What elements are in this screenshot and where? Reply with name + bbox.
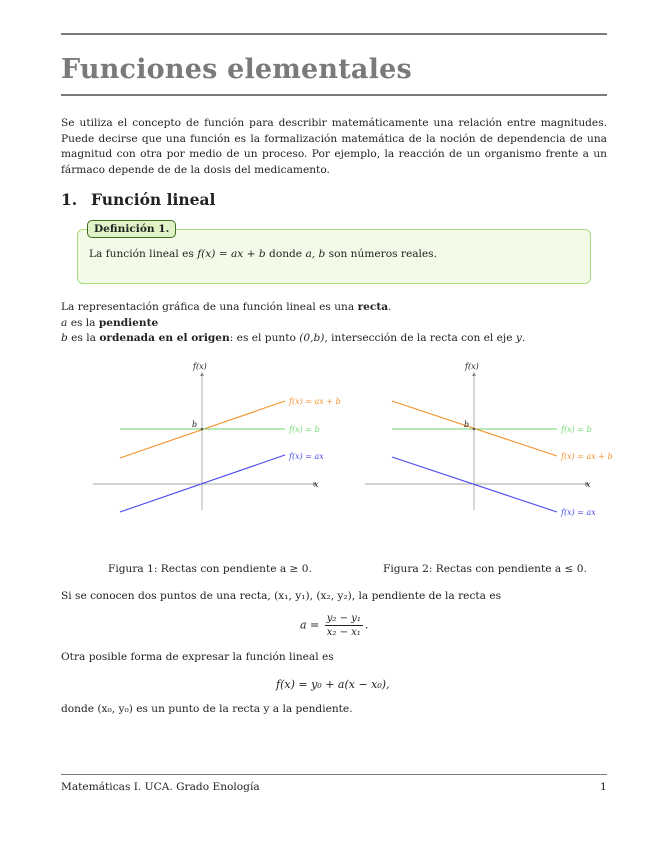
- l3-suffix: , intersección de la recta con el eje: [324, 332, 516, 344]
- def-suffix: son números reales.: [325, 248, 437, 260]
- l3-var: b: [61, 332, 68, 344]
- fig1-label-ax-plus-b: f(x) = ax + b: [289, 397, 341, 406]
- slope-fraction: [325, 612, 363, 639]
- slope-lhs: a =: [300, 618, 320, 632]
- fig1-label-b: f(x) = b: [289, 425, 320, 434]
- l3-middle: : es el punto: [229, 332, 300, 344]
- top-rule: [61, 33, 607, 35]
- fig2-label-ax-plus-b: f(x) = ax + b: [561, 452, 613, 461]
- fig1-y-arrow: [200, 372, 204, 376]
- line-description: [61, 300, 525, 347]
- line1: [61, 300, 525, 316]
- l2-var: a: [61, 316, 68, 329]
- intro-paragraph: Se utiliza el concepto de función para describir matemáticamente una relación entre magnitudes. Puede decirse que una función es la formalización matemática de la noción de dependencia de una magnitud con otra por medio de un proceso. Por ejemplo, la reacción de un organismo frente a un fármaco depende de de la dosis del medicamento.: [61, 117, 607, 176]
- title-rule: [61, 94, 607, 96]
- footer-left: Matemáticas I. UCA. Grado Enología: [61, 781, 260, 793]
- fig1-label-ax: f(x) = ax: [289, 452, 324, 461]
- fig2-line-ax: [392, 457, 557, 512]
- l1-bold: recta: [357, 301, 389, 313]
- l2-bold: pendiente: [98, 316, 159, 329]
- l3-bold: ordenada en el origen: [99, 332, 230, 344]
- figure-2-caption: Figura 2: Rectas con pendiente a ≤ 0.: [383, 563, 587, 575]
- fig2-y-label: f(x): [465, 362, 479, 371]
- point-slope-expression: f(x) = y₀ + a(x − x₀),: [276, 678, 390, 691]
- fig2-b-point: [473, 428, 476, 431]
- definition-label: Definición 1.: [87, 220, 176, 238]
- figure-2-graph: [357, 358, 637, 523]
- l3-end: .: [521, 332, 526, 344]
- point-slope-text: Otra posible forma de expresar la función lineal es: [61, 651, 334, 663]
- final-text: donde (x₀, y₀) es un punto de la recta y a la pendiente.: [61, 703, 353, 715]
- page-number: 1: [600, 781, 607, 793]
- def-vars: a, b: [305, 248, 326, 260]
- section-heading: [61, 190, 215, 209]
- line2: [61, 316, 525, 332]
- l1-prefix: La representación gráfica de una función lineal es una: [61, 301, 358, 313]
- slope-formula: [300, 612, 368, 639]
- def-formula: f(x) = ax + b: [197, 248, 266, 260]
- l3-prefix: es la: [67, 332, 100, 344]
- section-number: 1.: [61, 190, 78, 209]
- l3-point: (0,b): [299, 332, 325, 344]
- page-title: Funciones elementales: [61, 54, 412, 85]
- figure-1-caption: Figura 1: Rectas con pendiente a ≥ 0.: [108, 563, 312, 575]
- figure-1-graph: [85, 358, 365, 523]
- fig1-y-label: f(x): [193, 362, 207, 371]
- slope-numerator: y₂ − y₁: [326, 613, 361, 624]
- fig2-x-label: x: [586, 480, 591, 489]
- footer-rule: [61, 774, 607, 775]
- def-middle: donde: [265, 248, 306, 260]
- l3-axis: y: [515, 332, 522, 344]
- slope-text: Si se conocen dos puntos de una recta, (x₁, y₁), (x₂, y₂), la pendiente de la recta es: [61, 590, 502, 602]
- l2-prefix: es la: [67, 316, 99, 329]
- fig2-b-label: b: [464, 420, 470, 429]
- point-slope-formula: [276, 678, 390, 691]
- fig2-y-arrow: [472, 372, 476, 376]
- definition-text: [89, 248, 437, 260]
- fig2-label-b: f(x) = b: [561, 425, 592, 434]
- fig2-label-ax: f(x) = ax: [561, 508, 596, 517]
- fig1-b-point: [201, 428, 204, 431]
- slope-end: .: [364, 618, 369, 632]
- fig1-x-label: x: [314, 480, 319, 489]
- line3: [61, 331, 525, 347]
- slope-denominator: x₂ − x₁: [326, 627, 361, 638]
- def-prefix: La función lineal es: [89, 248, 198, 260]
- fig1-line-ax: [120, 455, 285, 512]
- l1-suffix: .: [388, 301, 392, 313]
- section-title: Función lineal: [91, 190, 216, 209]
- fig1-b-label: b: [192, 420, 198, 429]
